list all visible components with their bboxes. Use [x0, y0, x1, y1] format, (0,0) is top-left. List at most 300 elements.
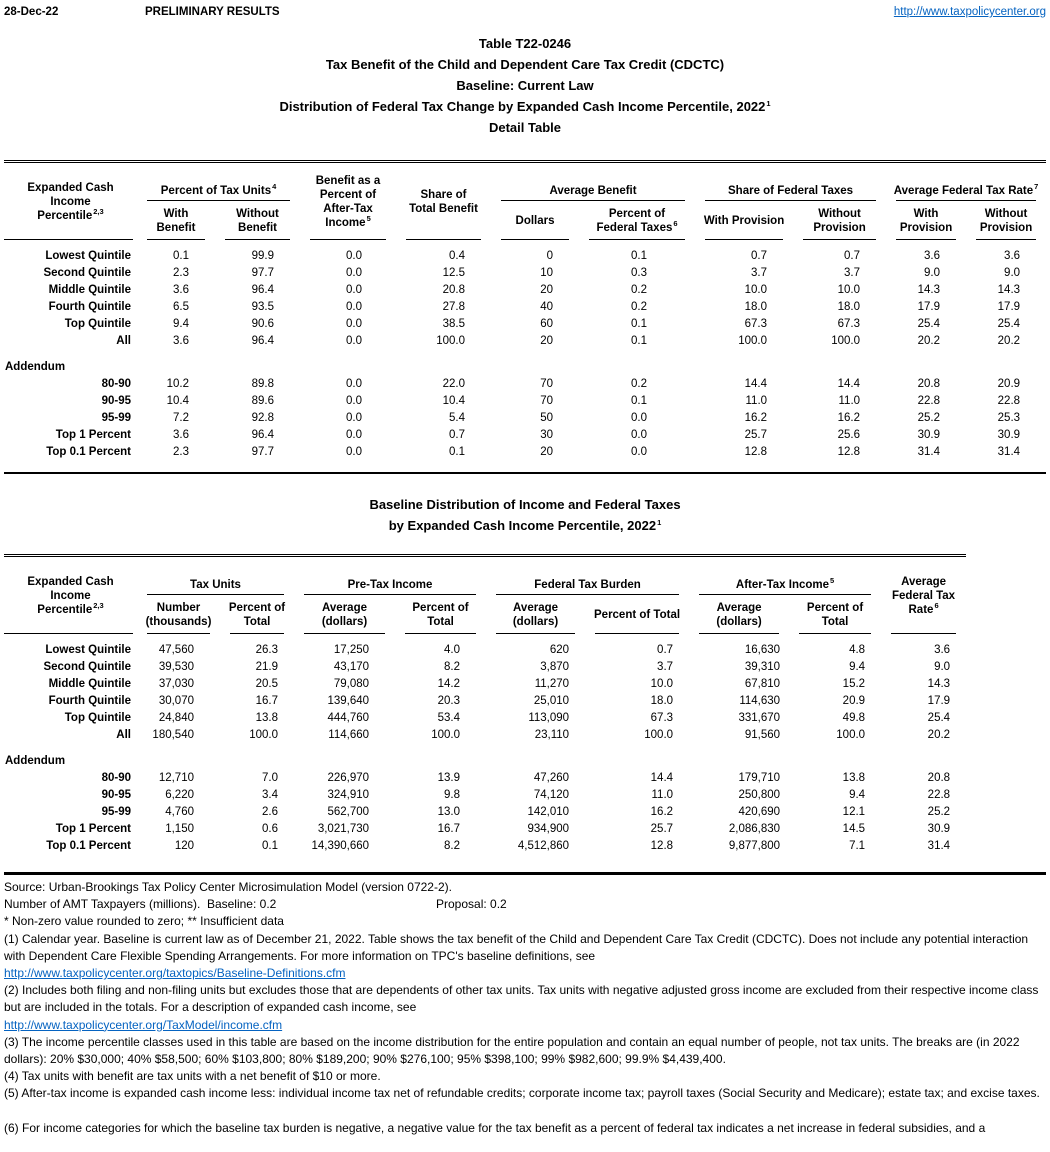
cell-value: 100.0	[431, 728, 461, 741]
footnote-ref: 6	[673, 218, 678, 228]
footnote-ref: 2,3	[93, 206, 104, 216]
cell-value: 100.0	[436, 334, 466, 347]
cell-value: 0.0	[346, 283, 363, 296]
cell-value: 14.4	[650, 771, 674, 784]
cell-value: 22.8	[927, 788, 951, 801]
cell-value: 9,877,800	[728, 839, 781, 852]
cell-value: 0.1	[631, 394, 648, 407]
cell-value: 0.0	[346, 249, 363, 262]
addendum-row	[4, 752, 966, 769]
symbols-note: * Non-zero value rounded to zero; ** Insufficient data	[4, 914, 284, 929]
cell-value: 934,900	[527, 822, 570, 835]
col-header-average-burden-dollars: Average (dollars)	[486, 595, 585, 634]
footnote-4: (4) Tax units with benefit are tax units with a net benefit of $10 or more.	[4, 1069, 381, 1084]
cell-value: 67.3	[744, 317, 768, 330]
cell-value: 27.8	[442, 300, 466, 313]
cell-value: 0.0	[346, 394, 363, 407]
cell-value: 30.9	[997, 428, 1021, 441]
cell-value: 0.0	[346, 266, 363, 279]
top-bar	[4, 0, 1046, 18]
cell-value: 0.0	[346, 300, 363, 313]
row-label: All	[116, 728, 131, 741]
cell-value: 79,080	[333, 677, 370, 690]
cell-value: 49.8	[842, 711, 866, 724]
cell-value: 39,530	[158, 660, 194, 673]
col-header-number-thousands: Number (thousands)	[137, 595, 220, 634]
cell-value: 180,540	[152, 728, 194, 741]
cell-value: 13.8	[842, 771, 866, 784]
cell-value: 25.7	[650, 822, 674, 835]
cell-value: 16.2	[837, 411, 861, 424]
cell-value: 12.8	[837, 445, 861, 458]
income-definition-link[interactable]: http://www.taxpolicycenter.org/TaxModel/income.cfm	[4, 1017, 283, 1032]
col-header-percent-of-federal-taxes: Percent of Federal Taxes$^6$	[579, 201, 695, 240]
table1-bottom-rule	[4, 472, 1046, 474]
baseline-distribution-title: Baseline Distribution of Income and Federal Taxes	[369, 497, 681, 512]
footnote-2: (2) Includes both filing and non-filing units but excludes those that are dependents of other tax units. Tax units with negative adjusted gross income are excluded from their respective income class but are included in the totals. For a description of expanded cash income, see	[4, 983, 1039, 1015]
cell-value: 0.0	[631, 428, 648, 441]
row-label: 80-90	[101, 771, 131, 784]
cell-value: 113,090	[528, 711, 570, 724]
cell-value: 47,260	[533, 771, 570, 784]
cell-value: 40	[540, 300, 554, 313]
cell-value: 11.0	[651, 788, 674, 801]
col-header-percent-of-total-aftertax: Percent of Total	[789, 595, 881, 634]
col-header-without-benefit: Without Benefit	[215, 201, 300, 240]
taxpolicycenter-link[interactable]: http://www.taxpolicycenter.org	[893, 6, 1046, 18]
cell-value: 38.5	[442, 317, 466, 330]
cell-value: 0.3	[631, 266, 648, 279]
cell-value: 17.9	[927, 694, 951, 707]
footnote-ref: 2,3	[93, 600, 104, 610]
cell-value: 0.0	[346, 334, 363, 347]
table2-title-block	[4, 494, 1046, 536]
footnote-3: (3) The income percentile classes used in this table are based on the income distribution for the entire population and contain an equal number of people, not tax units. The breaks are (in 2022 dollars): 20% $30,000; 40% $58,500; 60% $103,800; 80% $189,200; 90% $276,100; 95% $398,100; 99% $982,600; 99.9% $4,439,400.	[4, 1034, 1020, 1067]
cell-value: 93.5	[251, 300, 275, 313]
table-row	[4, 392, 1046, 409]
cell-value: 3.7	[751, 266, 768, 279]
cell-value: 99.9	[251, 249, 275, 262]
cell-value: 9.4	[173, 317, 189, 330]
cell-value: 12,710	[158, 771, 194, 784]
cell-value: 20.8	[442, 283, 466, 296]
cell-value: 91,560	[744, 728, 781, 741]
row-label: Middle Quintile	[48, 677, 131, 690]
cell-value: 16.2	[650, 805, 674, 818]
cell-value: 22.0	[442, 377, 466, 390]
baseline-definitions-link[interactable]: http://www.taxpolicycenter.org/taxtopics/Baseline-Definitions.cfm	[4, 966, 346, 981]
cell-value: 25.7	[744, 428, 768, 441]
cell-value: 4.8	[849, 643, 866, 656]
cell-value: 3.7	[657, 660, 674, 673]
cell-value: 444,760	[327, 711, 370, 724]
cell-value: 10.4	[442, 394, 466, 407]
cell-value: 96.4	[251, 283, 275, 296]
cell-value: 100.0	[249, 728, 279, 741]
cell-value: 7.0	[262, 771, 279, 784]
cell-value: 3.6	[173, 428, 189, 441]
cell-value: 9.0	[924, 266, 941, 279]
cell-value: 10.0	[837, 283, 861, 296]
cell-value: 0.7	[751, 249, 768, 262]
cell-value: 30,070	[158, 694, 194, 707]
cell-value: 97.7	[251, 266, 275, 279]
tax-benefit-table	[4, 163, 1046, 460]
row-label: Lowest Quintile	[45, 643, 131, 656]
cell-value: 25,010	[533, 694, 570, 707]
cell-value: 13.0	[437, 805, 461, 818]
cell-value: 47,560	[158, 643, 194, 656]
addendum-label: Addendum	[5, 754, 66, 767]
cell-value: 14.3	[997, 283, 1021, 296]
cell-value: 17,250	[333, 643, 370, 656]
cell-value: 0.7	[449, 428, 466, 441]
cell-value: 17.9	[917, 300, 941, 313]
cell-value: 20	[540, 334, 554, 347]
cell-value: 20.2	[917, 334, 941, 347]
cell-value: 7.1	[849, 839, 866, 852]
cell-value: 20	[540, 283, 554, 296]
row-label: Top 0.1 Percent	[46, 839, 131, 852]
row-label: 90-95	[101, 788, 131, 801]
cell-value: 74,120	[533, 788, 570, 801]
cell-value: 13.9	[437, 771, 461, 784]
cell-value: 14.5	[842, 822, 866, 835]
cell-value: 20	[540, 445, 554, 458]
cell-value: 11.0	[838, 394, 861, 407]
cell-value: 0.0	[346, 377, 363, 390]
cell-value: 0.2	[631, 300, 648, 313]
table-row	[4, 332, 1046, 349]
baseline-title: Baseline: Current Law	[456, 78, 594, 93]
cell-value: 67.3	[650, 711, 674, 724]
cell-value: 3.6	[173, 283, 189, 296]
cell-value: 70	[540, 394, 554, 407]
cell-value: 24,840	[158, 711, 194, 724]
footnote-ref: 4	[272, 182, 277, 192]
cell-value: 12.8	[650, 839, 674, 852]
cell-value: 14.4	[744, 377, 768, 390]
cell-value: 0.6	[262, 822, 279, 835]
col-header-share-without-provision: Without Provision	[793, 201, 886, 240]
group-header-percent-of-tax-units: Percent of Tax Units$^4$	[137, 163, 300, 201]
cell-value: 3.6	[1004, 249, 1021, 262]
row-label: 80-90	[101, 377, 131, 390]
cell-value: 18.0	[744, 300, 768, 313]
cell-value: 89.8	[251, 377, 275, 390]
cell-value: 15.2	[842, 677, 866, 690]
cell-value: 18.0	[650, 694, 674, 707]
cell-value: 3,870	[540, 660, 570, 673]
cell-value: 100.0	[738, 334, 768, 347]
cell-value: 420,690	[738, 805, 781, 818]
cell-value: 2,086,830	[728, 822, 781, 835]
row-label: Second Quintile	[43, 660, 131, 673]
cell-value: 2.3	[173, 445, 189, 458]
cell-value: 20.9	[997, 377, 1021, 390]
cell-value: 89.6	[251, 394, 275, 407]
cell-value: 9.8	[444, 788, 461, 801]
cell-value: 3.6	[934, 643, 951, 656]
row-label: Fourth Quintile	[48, 694, 131, 707]
cell-value: 6.5	[173, 300, 189, 313]
cell-value: 20.5	[255, 677, 279, 690]
footnote-ref: 7	[1034, 182, 1039, 192]
cell-value: 30.9	[927, 822, 951, 835]
cell-value: 9.4	[849, 660, 866, 673]
cell-value: 2.6	[262, 805, 279, 818]
cell-value: 114,630	[739, 694, 781, 707]
cell-value: 324,910	[327, 788, 370, 801]
cell-value: 0	[546, 249, 554, 262]
cell-value: 96.4	[251, 334, 275, 347]
footnote-5: (5) After-tax income is expanded cash income less: individual income tax net of refundable credits; corporate income tax; payroll taxes (Social Security and Medicare); estate tax; and excise taxes.	[4, 1086, 1040, 1101]
table-row	[4, 820, 966, 837]
preliminary-results-label: PRELIMINARY RESULTS	[145, 6, 280, 18]
col-header-share-with-provision: With Provision	[695, 201, 793, 240]
row-label: Top 1 Percent	[55, 822, 131, 835]
cell-value: 20.8	[917, 377, 941, 390]
cell-value: 9.0	[934, 660, 951, 673]
cell-value: 1,150	[165, 822, 194, 835]
table-row	[4, 709, 966, 726]
cell-value: 0.1	[173, 249, 189, 262]
cell-value: 0.0	[631, 411, 648, 424]
col-header-average-aftertax-dollars: Average (dollars)	[689, 595, 789, 634]
table-row	[4, 658, 966, 675]
cell-value: 12.5	[442, 266, 466, 279]
row-label: Top Quintile	[64, 711, 131, 724]
cell-value: 53.4	[437, 711, 461, 724]
cell-value: 21.9	[255, 660, 279, 673]
row-label: 95-99	[101, 411, 131, 424]
table-row	[4, 315, 1046, 332]
cell-value: 0.0	[346, 445, 363, 458]
baseline-distribution-subtitle: by Expanded Cash Income Percentile, 2022$^1$	[388, 517, 662, 533]
cell-value: 23,110	[534, 728, 570, 741]
cell-value: 16.7	[437, 822, 461, 835]
cell-value: 3.6	[924, 249, 941, 262]
cell-value: 0.1	[631, 317, 648, 330]
table-row	[4, 375, 1046, 392]
cell-value: 70	[540, 377, 554, 390]
table-row	[4, 409, 1046, 426]
cell-value: 20.8	[927, 771, 951, 784]
cell-value: 0.0	[346, 317, 363, 330]
table-row	[4, 641, 966, 658]
cell-value: 3,021,730	[317, 822, 370, 835]
cell-value: 10	[540, 266, 554, 279]
table-row	[4, 786, 966, 803]
cell-value: 10.4	[166, 394, 189, 407]
cell-value: 10.0	[744, 283, 768, 296]
cell-value: 31.4	[917, 445, 941, 458]
cell-value: 92.8	[251, 411, 275, 424]
col-header-expanded-cash-income-percentile: Expanded Cash Income Percentile$^{2,3}$	[4, 163, 137, 240]
cell-value: 20.2	[997, 334, 1021, 347]
table-row	[4, 726, 966, 743]
cell-value: 30.9	[917, 428, 941, 441]
cell-value: 22.8	[917, 394, 941, 407]
cell-value: 4,512,860	[517, 839, 570, 852]
cell-value: 14,390,660	[311, 839, 370, 852]
cell-value: 31.4	[927, 839, 951, 852]
cell-value: 25.2	[927, 805, 951, 818]
amt-proposal-value: Proposal: 0.2	[436, 897, 507, 912]
detail-table-title: Detail Table	[488, 120, 561, 135]
cell-value: 18.0	[837, 300, 861, 313]
footnote-ref: 5	[366, 213, 371, 223]
baseline-distribution-table	[4, 557, 966, 854]
table-row	[4, 264, 1046, 281]
footnote-6: (6) For income categories for which the baseline tax burden is negative, a negative value for the tax benefit as a percent of federal tax indicates a net increase in federal subsidies, and a	[4, 1120, 986, 1135]
group-header-tax-units: Tax Units	[137, 557, 294, 595]
footnote-1: (1) Calendar year. Baseline is current law as of December 21, 2022. Table shows the tax benefit of the Child and Dependent Care Tax Credit (CDCTC). Does not include any potential interaction with Dependent Care Flexible Spending Arrangements. For more information on TPC's baseline definitions, see	[4, 931, 1029, 963]
row-label: Fourth Quintile	[48, 300, 131, 313]
addendum-row	[4, 358, 1046, 375]
table-number-title: Table T22-0246	[478, 36, 572, 51]
cell-value: 25.3	[997, 411, 1021, 424]
cell-value: 250,800	[738, 788, 781, 801]
cell-value: 100.0	[831, 334, 861, 347]
cell-value: 20.3	[437, 694, 461, 707]
cell-value: 0.7	[657, 643, 674, 656]
group-header-average-benefit: Average Benefit	[491, 163, 695, 201]
addendum-label: Addendum	[5, 360, 66, 373]
distribution-title: Distribution of Federal Tax Change by Expanded Cash Income Percentile, 2022$^1$	[279, 98, 771, 114]
cell-value: 8.2	[444, 660, 461, 673]
cell-value: 620	[549, 643, 570, 656]
cell-value: 31.4	[997, 445, 1021, 458]
col-header-rate-with-provision: With Provision	[886, 201, 966, 240]
cell-value: 226,970	[327, 771, 370, 784]
cell-value: 16.7	[255, 694, 279, 707]
col-header-share-of-total-benefit: Share of Total Benefit	[396, 163, 491, 240]
row-label: 95-99	[101, 805, 131, 818]
cell-value: 0.2	[631, 377, 648, 390]
group-header-after-tax-income: After-Tax Income$^5$	[689, 557, 881, 595]
footnote-ref: 1	[657, 517, 662, 527]
cell-value: 25.6	[837, 428, 861, 441]
cell-value: 25.4	[917, 317, 941, 330]
cell-value: 12.8	[744, 445, 768, 458]
cell-value: 0.1	[631, 249, 648, 262]
cell-value: 0.0	[631, 445, 648, 458]
cell-value: 0.0	[346, 411, 363, 424]
cell-value: 100.0	[644, 728, 674, 741]
cell-value: 142,010	[527, 805, 570, 818]
cell-value: 9.4	[849, 788, 866, 801]
cell-value: 8.2	[444, 839, 461, 852]
cell-value: 6,220	[165, 788, 194, 801]
cell-value: 14.3	[927, 677, 951, 690]
cell-value: 0.1	[262, 839, 279, 852]
row-label: Top 1 Percent	[55, 428, 131, 441]
cell-value: 0.1	[449, 445, 466, 458]
title-block	[4, 33, 1046, 138]
group-header-federal-tax-burden: Federal Tax Burden	[486, 557, 689, 595]
cell-value: 20.9	[842, 694, 866, 707]
table-row	[4, 803, 966, 820]
cell-value: 13.8	[255, 711, 279, 724]
cell-value: 0.0	[346, 428, 363, 441]
cell-value: 3.6	[173, 334, 189, 347]
col-header-percent-of-total-units: Percent of Total	[220, 595, 294, 634]
cell-value: 562,700	[327, 805, 370, 818]
footnotes	[4, 879, 1046, 1137]
table-row	[4, 443, 1046, 460]
report-date: 28-Dec-22	[4, 6, 59, 18]
cell-value: 114,660	[328, 728, 370, 741]
cell-value: 3.7	[844, 266, 861, 279]
table-row	[4, 769, 966, 786]
group-header-average-federal-tax-rate: Average Federal Tax Rate$^7$	[886, 163, 1046, 201]
col-header-with-benefit: With Benefit	[137, 201, 215, 240]
cell-value: 39,310	[744, 660, 781, 673]
cell-value: 331,670	[738, 711, 781, 724]
cell-value: 0.2	[631, 283, 648, 296]
cell-value: 10.0	[650, 677, 674, 690]
row-label: Middle Quintile	[48, 283, 131, 296]
cell-value: 67.3	[837, 317, 861, 330]
cell-value: 120	[174, 839, 194, 852]
cell-value: 139,640	[327, 694, 370, 707]
group-header-share-of-federal-taxes: Share of Federal Taxes	[695, 163, 886, 201]
cell-value: 10.2	[166, 377, 189, 390]
row-label: Top Quintile	[64, 317, 131, 330]
cell-value: 17.9	[997, 300, 1021, 313]
col-header-dollars: Dollars	[491, 201, 579, 240]
cell-value: 26.3	[255, 643, 279, 656]
table-row	[4, 247, 1046, 264]
cell-value: 11.0	[745, 394, 768, 407]
col-header-average-federal-tax-rate: Average Federal Tax Rate$^6$	[881, 557, 966, 634]
cell-value: 60	[540, 317, 554, 330]
cell-value: 3.4	[262, 788, 279, 801]
cell-value: 0.4	[449, 249, 466, 262]
cell-value: 96.4	[251, 428, 275, 441]
table-row	[4, 281, 1046, 298]
cell-value: 100.0	[836, 728, 866, 741]
cell-value: 0.7	[844, 249, 861, 262]
cell-value: 20.2	[927, 728, 951, 741]
cell-value: 0.1	[631, 334, 648, 347]
cell-value: 16.2	[744, 411, 768, 424]
amt-taxpayers-note: Number of AMT Taxpayers (millions). Baseline: 0.2 Proposal: 0.2	[4, 896, 1046, 913]
cell-value: 25.4	[927, 711, 951, 724]
cell-value: 30	[540, 428, 554, 441]
cell-value: 2.3	[173, 266, 189, 279]
col-header-expanded-cash-income-percentile: Expanded Cash Income Percentile$^{2,3}$	[4, 557, 137, 634]
cell-value: 7.2	[173, 411, 189, 424]
cell-value: 67,810	[744, 677, 781, 690]
col-header-percent-of-total-pretax: Percent of Total	[395, 595, 486, 634]
cell-value: 4.0	[444, 643, 461, 656]
footnote-ref: 5	[830, 576, 835, 586]
row-label: All	[116, 334, 131, 347]
cell-value: 22.8	[997, 394, 1021, 407]
table-subject-title: Tax Benefit of the Child and Dependent Care Tax Credit (CDCTC)	[325, 57, 725, 72]
table-row	[4, 675, 966, 692]
cell-value: 5.4	[449, 411, 466, 424]
cell-value: 37,030	[158, 677, 194, 690]
col-header-rate-without-provision: Without Provision	[966, 201, 1046, 240]
footnote-ref: 1	[766, 98, 771, 108]
source-note: Source: Urban-Brookings Tax Policy Center Microsimulation Model (version 0722-2).	[4, 880, 452, 894]
table-row	[4, 692, 966, 709]
col-header-percent-of-total-burden: Percent of Total	[585, 595, 689, 634]
table-row	[4, 298, 1046, 315]
